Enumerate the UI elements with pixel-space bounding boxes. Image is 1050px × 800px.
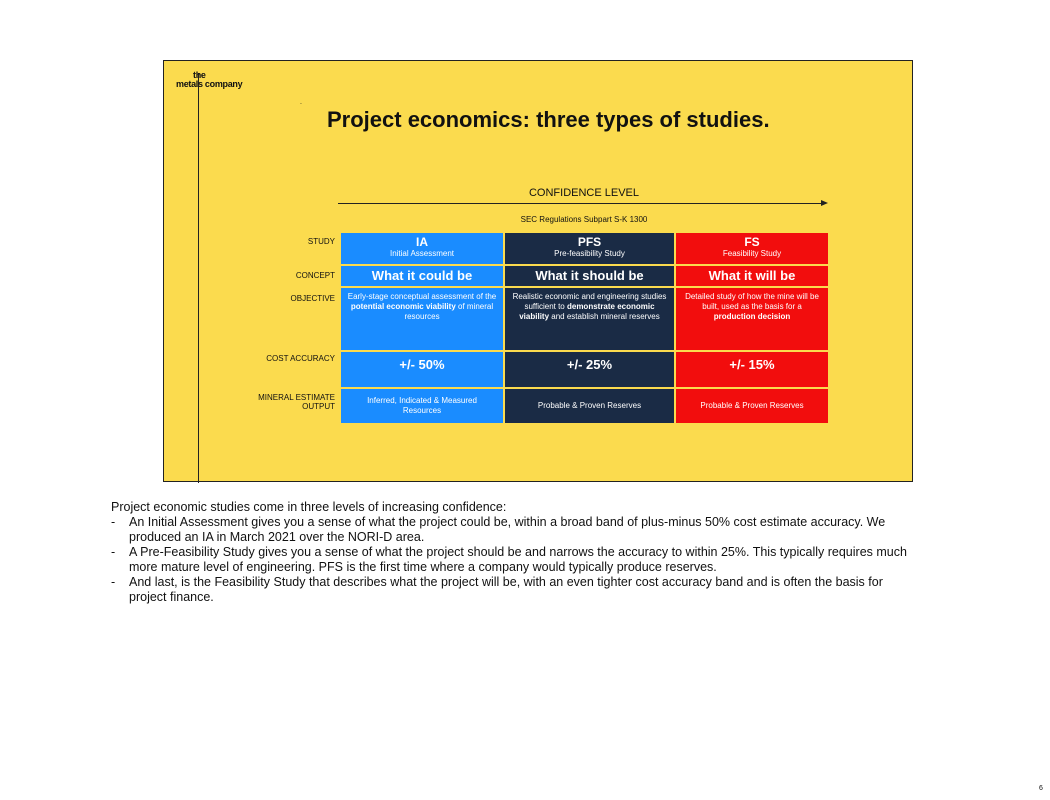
vertical-divider xyxy=(198,73,199,483)
objective-cell-pfs xyxy=(505,288,674,350)
row-label-concept: CONCEPT xyxy=(295,271,335,280)
objective-emphasis: potential economic viability xyxy=(350,302,456,311)
dash-bullet-icon: - xyxy=(111,575,116,589)
regulation-label: SEC Regulations Subpart S-K 1300 xyxy=(520,215,648,224)
objective-cell-fs xyxy=(676,288,828,350)
logo-bottom-text: metals company xyxy=(176,79,243,89)
objective-cell-ia xyxy=(341,288,503,350)
notes-item xyxy=(111,575,921,605)
study-abbr: PFS xyxy=(577,235,602,249)
cost-cell-pfs: +/- 25% xyxy=(505,352,674,387)
study-abbr: IA xyxy=(416,235,428,249)
objective-text: and establish mineral reserves xyxy=(549,312,660,321)
study-cell-fs xyxy=(676,233,828,264)
dash-bullet-icon: - xyxy=(111,515,116,529)
notes-list xyxy=(111,515,921,605)
mineral-cell-pfs xyxy=(505,389,674,423)
concept-cell-pfs: What it should be xyxy=(505,266,674,286)
page-number: 6 xyxy=(1039,785,1043,792)
study-cell-pfs xyxy=(505,233,674,264)
study-full-name: Pre-feasibility Study xyxy=(554,249,625,258)
dash-bullet-icon: - xyxy=(111,545,116,559)
row-label-cost-accuracy: COST ACCURACY xyxy=(266,354,335,363)
objective-emphasis: demonstrate economic viability xyxy=(519,302,655,321)
company-logo xyxy=(176,71,242,89)
notes-item xyxy=(111,545,921,575)
concept-cell-ia: What it could be xyxy=(341,266,503,286)
mineral-cell-fs xyxy=(676,389,828,423)
cost-cell-fs: +/- 15% xyxy=(676,352,828,387)
objective-text: Detailed study of how the mine will be built, used as the basis for a xyxy=(685,292,819,311)
arrow-head-icon xyxy=(821,200,828,206)
notes-intro: Project economic studies come in three levels of increasing confidence: xyxy=(111,500,507,514)
mineral-cell-ia xyxy=(341,389,503,423)
notes-item-text: And last, is the Feasibility Study that describes what the project will be, with an even tighter cost accuracy band and is often the basis for project finance. xyxy=(129,575,883,604)
concept-cell-fs: What it will be xyxy=(676,266,828,286)
row-label-mineral-line2: OUTPUT xyxy=(302,402,335,411)
slide xyxy=(163,60,913,482)
study-full-name: Initial Assessment xyxy=(389,249,455,258)
study-full-name: Feasibility Study xyxy=(722,249,782,258)
slide-title: Project economics: three types of studies. xyxy=(327,107,770,132)
confidence-level-label: CONFIDENCE LEVEL xyxy=(528,187,640,199)
objective-text: Realistic economic and engineering studies sufficient to xyxy=(512,292,667,311)
objective-text: of mineral resources xyxy=(404,302,494,321)
notes-item xyxy=(111,515,921,545)
notes-item-text: A Pre-Feasibility Study gives you a sense of what the project should be and narrows the accuracy to within 25%. This typically requires much more mature level of engineering. PFS is the first time where a company would typically produce reserves. xyxy=(129,545,907,574)
study-cell-ia xyxy=(341,233,503,264)
objective-emphasis: production decision xyxy=(713,312,791,321)
notes-item-text: An Initial Assessment gives you a sense of what the project could be, within a broad band of plus-minus 50% cost estimate accuracy. We produced an IA in March 2021 over the NORI-D area. xyxy=(129,515,886,544)
study-abbr: FS xyxy=(744,235,760,249)
mineral-text: Probable & Proven Reserves xyxy=(700,401,804,410)
logo-top-text: the xyxy=(193,70,206,80)
row-label-mineral-line1: MINERAL ESTIMATE xyxy=(258,393,335,402)
objective-text: Early-stage conceptual assessment of the xyxy=(347,292,497,301)
stray-dot: . xyxy=(300,99,302,106)
row-label-objective: OBJECTIVE xyxy=(290,294,335,303)
row-label-study: STUDY xyxy=(307,237,335,246)
row-label-mineral xyxy=(204,393,335,411)
cost-cell-ia: +/- 50% xyxy=(341,352,503,387)
mineral-text: Inferred, Indicated & Measured Resources xyxy=(367,396,477,415)
mineral-text: Probable & Proven Reserves xyxy=(537,401,642,410)
confidence-arrow xyxy=(338,203,822,204)
speaker-notes xyxy=(111,500,921,605)
